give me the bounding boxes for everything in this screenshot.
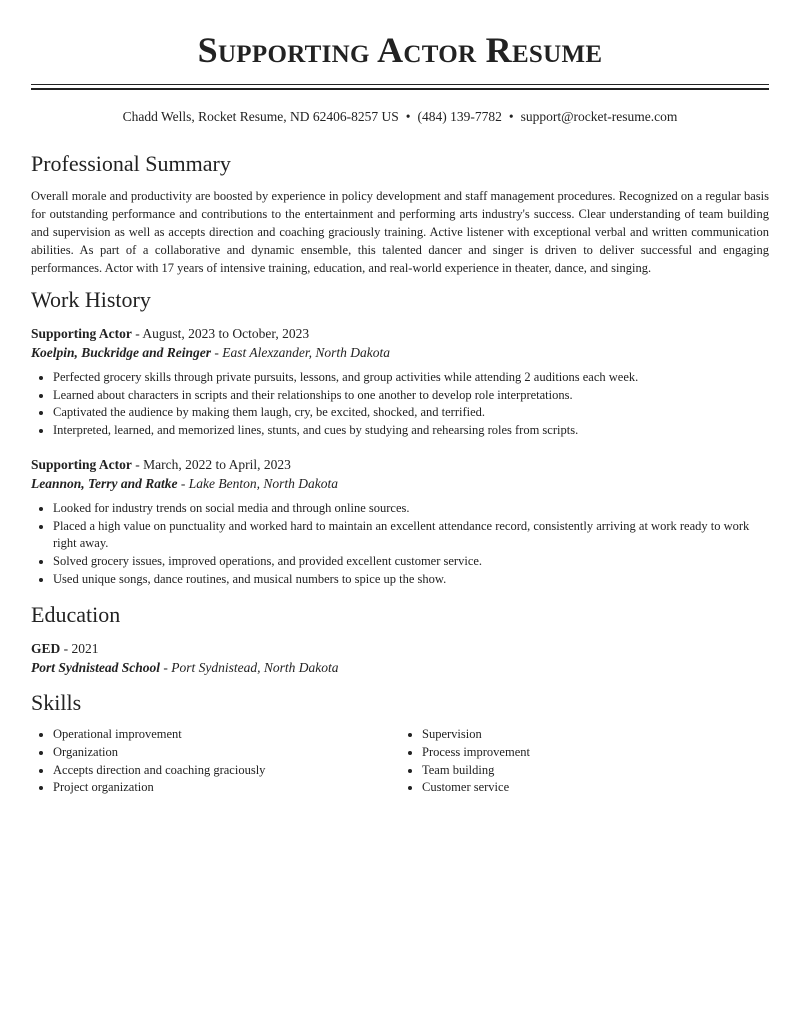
education-school-line [31,658,769,677]
job-entry [31,455,769,589]
job-bullet-list [31,369,769,440]
job-employer [31,343,769,362]
title-divider-thick [31,88,769,90]
job-dates: - March, 2022 to April, 2023 [131,456,291,472]
job-bullet-list [31,500,769,589]
job-bullet: • Used unique songs, dance routines, and musical numbers to spice up the show. [53,571,769,589]
skills-list-left [31,726,400,797]
job-bullet: • Looked for industry trends on social media and through online sources. [53,500,769,518]
job-company: Koelpin, Buckridge and Reinger [31,345,212,360]
job-location: - East Alexzander, North Dakota [211,345,391,360]
job-company: Leannon, Terry and Ratke [31,475,178,491]
skill-item: • Organization [53,744,400,762]
job-header [31,324,769,343]
education-school: Port Sydnistead School [31,660,161,676]
contact-phone: (484) 139-7782 [417,109,502,124]
page-title: Supporting Actor Resume [197,30,603,70]
contact-separator: • [508,109,514,124]
education-header [31,639,769,658]
job-entry [31,324,769,440]
title-divider-thin [31,84,769,85]
skill-item: • Operational improvement [53,726,400,744]
skill-item: • Accepts direction and coaching graciously [53,762,400,780]
job-title: Supporting Actor [31,456,132,472]
contact-line [31,108,769,126]
education-degree: GED [31,641,61,657]
skill-item: • Supervision [422,726,769,744]
job-bullet: • Captivated the audience by making them laugh, cry, be excited, shocked, and terrified. [53,404,769,422]
contact-email: support@rocket-resume.com [520,109,678,124]
job-dates: - August, 2023 to October, 2023 [131,326,310,341]
skills-columns [31,726,769,797]
skill-item: • Project organization [53,779,400,797]
job-bullet: • Solved grocery issues, improved operations, and provided excellent customer service. [53,553,769,571]
job-bullet: • Learned about characters in scripts and their relationships to one another to develop role interpretations. [53,387,769,405]
section-heading-summary: Professional Summary [31,151,231,176]
education-location: - Port Sydnistead, North Dakota [160,660,339,676]
job-header [31,455,769,474]
contact-separator: • [405,109,411,124]
job-title: Supporting Actor [31,326,132,341]
job-bullet: • Placed a high value on punctuality and worked hard to maintain an excellent attendance record, consistently arriving at work ready to work right away. [53,518,769,553]
education-year: - 2021 [60,641,99,657]
section-heading-education: Education [31,602,121,628]
contact-address: Chadd Wells, Rocket Resume, ND 62406-8257 US [122,109,399,124]
section-heading-skills: Skills [31,690,82,716]
job-bullet: • Interpreted, learned, and memorized lines, stunts, and cues by studying and rehearsing roles from scripts. [53,422,769,440]
education-entry [31,639,769,677]
summary-text: Overall morale and productivity are boosted by experience in policy development and staff management procedures. Recognized on a regular basis for outstanding performance and contributions to the entertainment and performing arts industry's success. Clear understanding of team building and supervision as well as accepts direction and coaching graciously training. Active listener with exceptional verbal and written communication abilities. As part of a collaborative and dynamic ensemble, this talented dancer and singer is driven to deliver successful and engaging performances. Actor with 17 years of intensive training, education, and real-world experience in theater, dance, and singing. [31,189,769,275]
job-location: - Lake Benton, North Dakota [177,475,339,491]
job-employer [31,474,769,493]
skill-item: • Team building [422,762,769,780]
skill-item: • Customer service [422,779,769,797]
job-bullet: • Perfected grocery skills through private pursuits, lessons, and group activities while attending 2 auditions each week. [53,369,769,387]
section-heading-work-history: Work History [31,287,151,312]
skills-list-right [400,726,769,797]
skill-item: • Process improvement [422,744,769,762]
